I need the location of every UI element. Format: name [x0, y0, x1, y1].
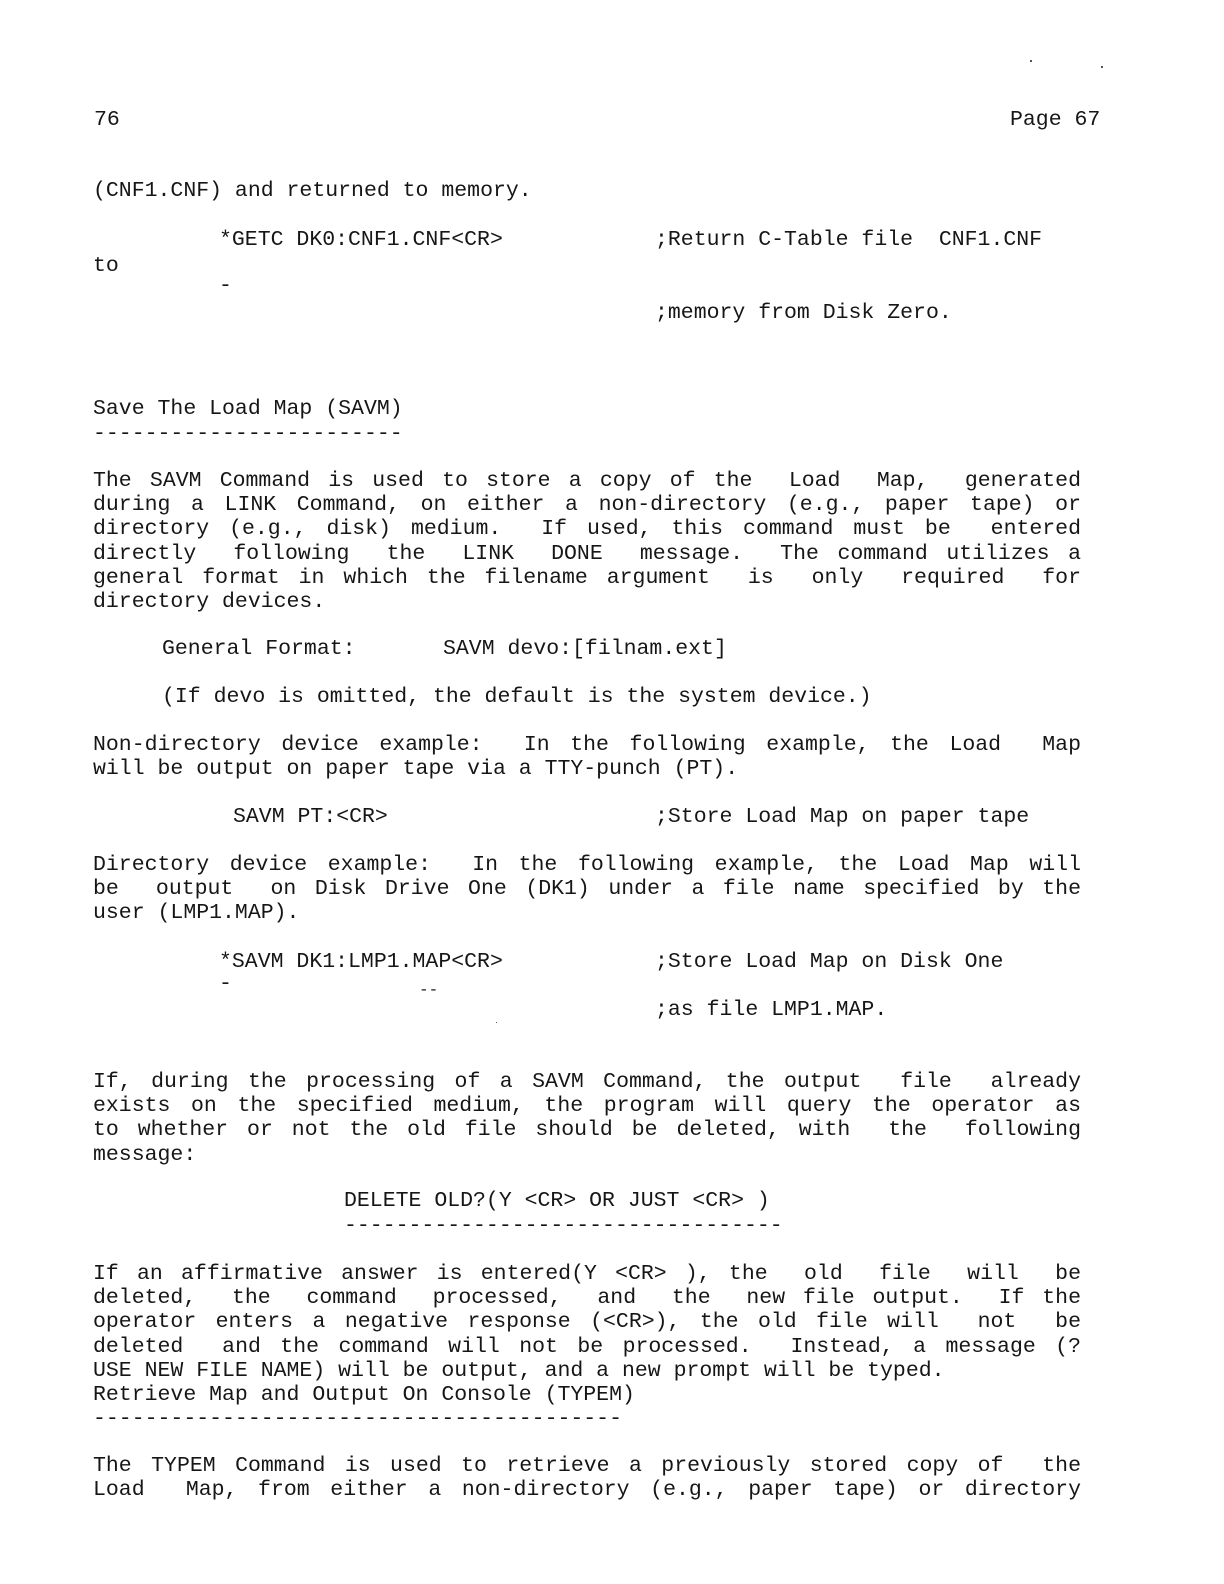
- delete-old-prompt-rule: ----------------------------------: [344, 1214, 783, 1238]
- directory-command: *SAVM DK1:LMP1.MAP<CR>: [219, 950, 503, 974]
- answer-paragraph: [93, 1262, 1081, 1383]
- getc-comment: ;Return C-Table file CNF1.CNF: [655, 228, 1043, 252]
- general-format-label: General Format:: [162, 637, 356, 661]
- paragraph-line: exists on the specified medium, the program will query the operator as: [93, 1094, 1081, 1119]
- page-label-right: Page 67: [1010, 108, 1101, 132]
- directory-dash-mark: -: [219, 972, 232, 996]
- query-paragraph: [93, 1070, 1081, 1167]
- paragraph-line: directory (e.g., disk) medium. If used, this command must be entered: [93, 517, 1081, 542]
- typem-heading-rule: -----------------------------------------: [93, 1407, 622, 1431]
- paragraph-line: USE NEW FILE NAME) will be output, and a new prompt will be typed.: [93, 1358, 945, 1383]
- paragraph-line: deleted, the command processed, and the new file output. If the: [93, 1286, 1081, 1311]
- scan-speck: [496, 1022, 497, 1023]
- getc-dash-mark: -: [219, 274, 232, 298]
- delete-old-prompt: DELETE OLD?(Y <CR> OR JUST <CR> ): [344, 1189, 770, 1213]
- savm-heading-rule: ------------------------: [93, 422, 403, 446]
- savm-heading: Save The Load Map (SAVM): [93, 397, 403, 421]
- directory-comment-2: ;as file LMP1.MAP.: [655, 998, 888, 1022]
- paragraph-line: If an affirmative answer is entered(Y <CR> ), the old file will be: [93, 1262, 1081, 1286]
- paragraph-line: will be output on paper tape via a TTY-punch (PT).: [93, 757, 739, 782]
- paragraph-line: Non-directory device example: In the following example, the Load Map: [93, 733, 1081, 757]
- paragraph-line: deleted and the command will not be processed. Instead, a message (?: [93, 1334, 1081, 1359]
- paragraph-line: Load Map, from either a non-directory (e.g., paper tape) or directory: [93, 1478, 1081, 1503]
- nondirectory-comment: ;Store Load Map on paper tape: [655, 805, 1030, 829]
- paragraph-line: If, during the processing of a SAVM Command, the output file already: [93, 1070, 1081, 1094]
- paragraph-line: Directory device example: In the following example, the Load Map will: [93, 853, 1081, 877]
- paragraph-line: directly following the LINK DONE message. The command utilizes a: [93, 541, 1081, 566]
- savm-intro-paragraph: [93, 469, 1081, 614]
- typem-heading: Retrieve Map and Output On Console (TYPEM): [93, 1383, 635, 1407]
- directory-dash-mark-2: --: [419, 981, 439, 999]
- default-device-note: (If devo is omitted, the default is the system device.): [162, 685, 872, 709]
- continuation-line: (CNF1.CNF) and returned to memory.: [93, 179, 532, 203]
- paragraph-line: user (LMP1.MAP).: [93, 901, 300, 926]
- page-number-left: 76: [94, 108, 120, 132]
- paragraph-line: during a LINK Command, on either a non-directory (e.g., paper tape) or: [93, 493, 1081, 518]
- general-format-value: SAVM devo:[filnam.ext]: [443, 637, 727, 661]
- paragraph-line: be output on Disk Drive One (DK1) under a file name specified by the: [93, 877, 1081, 902]
- nondirectory-paragraph: [93, 733, 1081, 781]
- paragraph-line: message:: [93, 1142, 197, 1167]
- getc-comment-2: ;memory from Disk Zero.: [655, 301, 952, 325]
- paragraph-line: The TYPEM Command is used to retrieve a previously stored copy of the: [93, 1454, 1081, 1478]
- paragraph-line: to whether or not the old file should be deleted, with the following: [93, 1118, 1081, 1143]
- scan-speck: [1030, 60, 1032, 62]
- paragraph-line: The SAVM Command is used to store a copy of the Load Map, generated: [93, 469, 1081, 493]
- getc-command: *GETC DK0:CNF1.CNF<CR>: [219, 228, 503, 252]
- directory-paragraph: [93, 853, 1081, 926]
- paragraph-line: general format in which the filename argument is only required for: [93, 565, 1081, 590]
- scan-speck: [1101, 66, 1103, 68]
- getc-wrap-to: to: [93, 254, 119, 278]
- paragraph-line: operator enters a negative response (<CR>), the old file will not be: [93, 1310, 1081, 1335]
- directory-comment: ;Store Load Map on Disk One: [655, 950, 1004, 974]
- typem-intro-paragraph: [93, 1454, 1081, 1502]
- paragraph-line: directory devices.: [93, 590, 326, 615]
- nondirectory-command: SAVM PT:<CR>: [233, 805, 388, 829]
